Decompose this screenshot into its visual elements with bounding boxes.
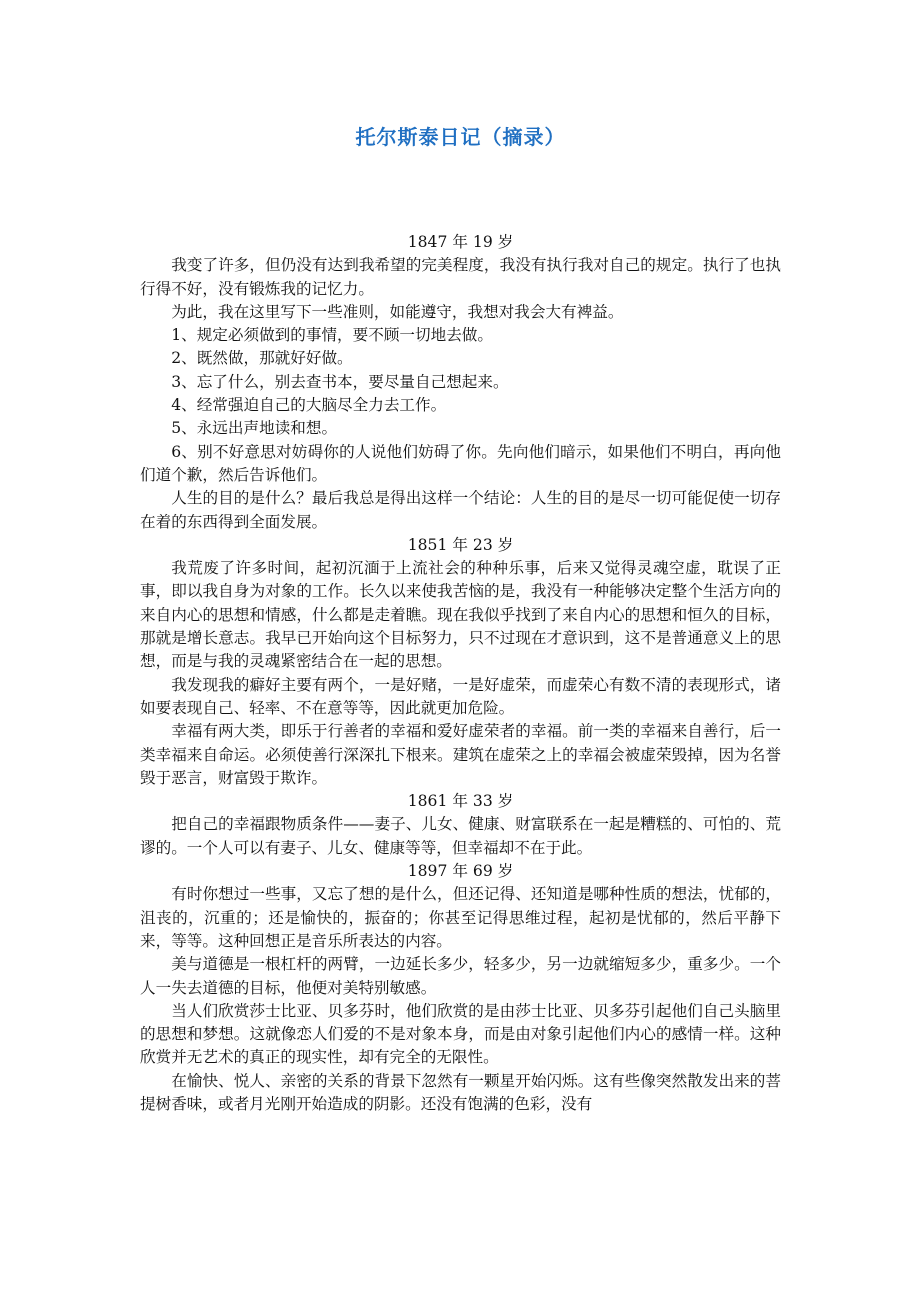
rule-item: 4、经常强迫自己的大脑尽全力去工作。 xyxy=(171,396,447,415)
section-heading-1851: 1851 年 23 岁 xyxy=(407,535,514,554)
paragraph: 当人们欣赏莎士比亚、贝多芬时，他们欣赏的是由莎士比亚、贝多芬引起他们自己头脑里的思想和梦想。这就像恋人们爱的不是对象本身，而是由对象引起他们内心的感情一样。这种欣赏并无艺术的真正的现实性，却有完全的无限性。 xyxy=(140,1001,781,1067)
rule-item: 3、忘了什么，别去查书本，要尽量自己想起来。 xyxy=(171,372,509,391)
paragraph: 我发现我的癖好主要有两个，一是好赌，一是好虚荣，而虚荣心有数不清的表现形式，诸如要表现自己、轻率、不在意等等，因此就更加危险。 xyxy=(140,675,781,717)
paragraph: 我荒废了许多时间，起初沉湎于上流社会的种种乐事，后来又觉得灵魂空虚，耽误了正事，即以我自身为对象的工作。长久以来使我苦恼的是，我没有一种能够决定整个生活方向的来自内心的思想和情感，什么都是走着瞧。现在我似乎找到了来自内心的思想和恒久的目标，那就是增长意志。我早已开始向这个目标努力，只不过现在才意识到，这不是普通意义上的思想，而是与我的灵魂紧密结合在一起的思想。 xyxy=(140,559,781,671)
section-heading-1861: 1861 年 33 岁 xyxy=(407,792,514,811)
rule-item: 6、别不好意思对妨碍你的人说他们妨碍了你。先向他们暗示，如果他们不明白，再向他们道个歉，然后告诉他们。 xyxy=(140,442,781,484)
paragraph: 我变了许多，但仍没有达到我希望的完美程度，我没有执行我对自己的规定。执行了也执行得不好，没有锻炼我的记忆力。 xyxy=(140,256,781,298)
paragraph: 把自己的幸福跟物质条件——妻子、儿女、健康、财富联系在一起是糟糕的、可怕的、荒谬的。一个人可以有妻子、儿女、健康等等，但幸福却不在于此。 xyxy=(140,815,781,857)
paragraph: 美与道德是一根杠杆的两臂，一边延长多少，轻多少，另一边就缩短多少，重多少。一个人一失去道德的目标，他便对美特别敏感。 xyxy=(140,955,781,997)
rule-item: 1、规定必须做到的事情，要不顾一切地去做。 xyxy=(171,326,493,345)
paragraph: 在愉快、悦人、亲密的关系的背景下忽然有一颗星开始闪烁。这有些像突然散发出来的菩提树香味，或者月光刚开始造成的阴影。还没有饱满的色彩，没有 xyxy=(140,1071,781,1113)
paragraph: 有时你想过一些事，又忘了想的是什么，但还记得、还知道是哪种性质的想法，忧郁的，沮丧的，沉重的；还是愉快的，振奋的；你甚至记得思维过程，起初是忧郁的，然后平静下来，等等。这种回想正是音乐所表达的内容。 xyxy=(140,885,781,950)
paragraph: 为此，我在这里写下一些准则，如能遵守，我想对我会大有裨益。 xyxy=(171,302,624,321)
section-heading-1847: 1847 年 19 岁 xyxy=(407,233,514,251)
rule-item: 2、既然做，那就好好做。 xyxy=(171,349,353,368)
section-heading-1897: 1897 年 69 岁 xyxy=(407,862,514,881)
rule-item: 5、永远出声地读和想。 xyxy=(171,419,338,438)
paragraph: 人生的目的是什么？最后我总是得出这样一个结论：人生的目的是尽一切可能促使一切存在着的东西得到全面发展。 xyxy=(140,489,781,531)
document-body xyxy=(140,231,781,1116)
document-title: 托尔斯泰日记（摘录） xyxy=(355,125,566,149)
paragraph: 幸福有两大类，即乐于行善者的幸福和爱好虚荣者的幸福。前一类的幸福来自善行，后一类幸福来自命运。必须使善行深深扎下根来。建筑在虚荣之上的幸福会被虚荣毁掉，因为名誉毁于恶言，财富毁于欺诈。 xyxy=(140,722,781,787)
